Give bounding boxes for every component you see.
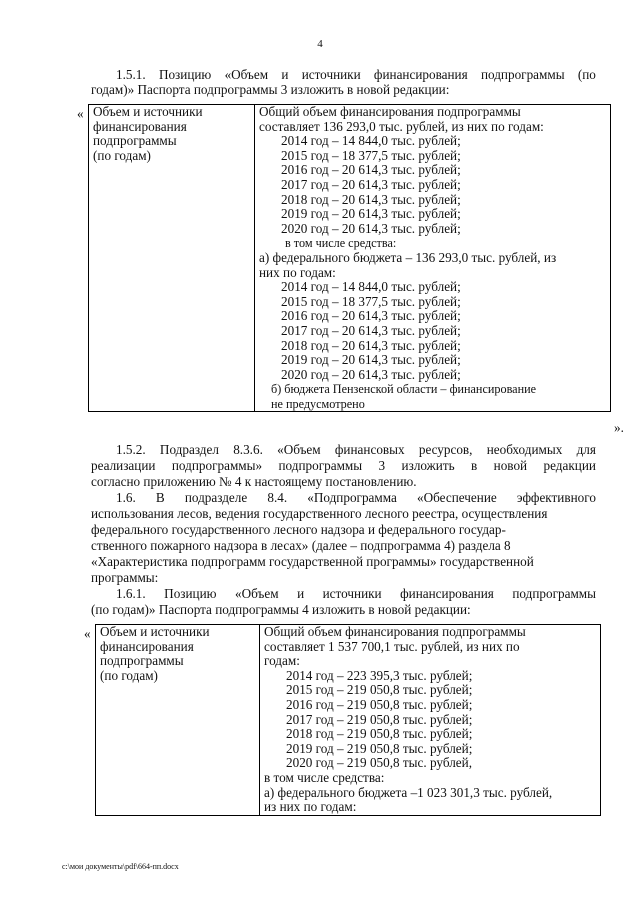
total-line-2: составляет 1 537 700,1 тыс. рублей, из них по — [264, 638, 520, 654]
federal-line-2: них по годам: — [259, 264, 336, 280]
paragraph-1-6-line-4: ственного пожарного надзора в лесах» (далее – подпрограмма 4) раздела 8 — [91, 538, 511, 553]
total-line-1: Общий объем финансирования подпрограммы — [264, 624, 526, 639]
year-line: 2018 год – 219 050,8 тыс. рублей; — [286, 726, 473, 742]
federal-year-line: 2020 год – 20 614,3 тыс. рублей; — [281, 366, 461, 382]
word: редакции — [543, 458, 596, 473]
label-line: (по годам) — [100, 667, 158, 683]
year-line: 2020 год – 20 614,3 тыс. рублей; — [281, 220, 461, 236]
total-line-2: составляет 136 293,0 тыс. рублей, из них по годам: — [259, 118, 544, 134]
year-line: 2018 год – 20 614,3 тыс. рублей; — [281, 191, 461, 207]
year-line: 2016 год – 20 614,3 тыс. рублей; — [281, 162, 461, 178]
year-line: 2015 год – 219 050,8 тыс. рублей; — [286, 682, 473, 698]
federal-year-line: 2016 год – 20 614,3 тыс. рублей; — [281, 308, 461, 324]
including-line: в том числе средства: — [264, 769, 385, 785]
federal-year-line: 2017 год – 20 614,3 тыс. рублей; — [281, 322, 461, 338]
word: 3 — [378, 458, 386, 473]
paragraph-1-6-line-1 — [116, 490, 596, 505]
federal-line-1: а) федерального бюджета –1 023 301,3 тыс. рублей, — [264, 784, 553, 800]
word: подпрограммы — [512, 586, 596, 601]
word: в — [471, 458, 478, 473]
paragraph-1-6-line-3: федерального государственного лесного надзора и федерального государ- — [91, 522, 506, 537]
paragraph-1-5-1-line-2: годам)» Паспорта подпрограммы 3 изложить в новой редакции: — [91, 82, 450, 97]
financing-table-2-value-cell — [260, 625, 601, 816]
word: ресурсов, — [418, 442, 473, 457]
word: эффективного — [516, 490, 596, 505]
regional-line-1: б) бюджета Пензенской области – финансирование — [271, 382, 537, 397]
word: подпрограммы» — [171, 458, 263, 473]
year-line: 2020 год – 219 050,8 тыс. рублей, — [286, 755, 472, 771]
word: финансовых — [334, 442, 405, 457]
financing-table-1-label-cell — [89, 105, 255, 412]
word: подпрограммы — [278, 458, 363, 473]
paragraph-1-6-1-line-1 — [116, 586, 596, 601]
word: «Подпрограмма — [307, 490, 397, 505]
label-line: подпрограммы — [93, 133, 177, 149]
page-number: 4 — [317, 38, 323, 50]
federal-year-line: 2015 год – 18 377,5 тыс. рублей; — [281, 293, 461, 309]
word: подразделе — [184, 490, 248, 505]
federal-line-2: из них по годам: — [264, 799, 357, 815]
word: «Объем — [235, 586, 279, 601]
word: «Объем — [224, 67, 269, 82]
word: изложить — [401, 458, 455, 473]
federal-year-line: 2018 год – 20 614,3 тыс. рублей; — [281, 337, 461, 353]
word: В — [155, 490, 165, 505]
financing-table-1 — [88, 104, 611, 412]
label-line: финансирования — [100, 638, 194, 654]
table-1-close-quote: ». — [614, 420, 624, 435]
total-line-1: Общий объем финансирования подпрограммы — [259, 104, 521, 119]
year-line: 2019 год – 219 050,8 тыс. рублей; — [286, 740, 473, 756]
label-line: (по годам) — [93, 147, 151, 163]
label-line: Объем и источники — [93, 104, 203, 119]
paragraph-1-6-1-line-2: (по годам)» Паспорта подпрограммы 4 изложить в новой редакции: — [91, 602, 471, 617]
table-2-open-quote: « — [84, 626, 91, 641]
paragraph-1-6-line-5: «Характеристика подпрограмм государственной программы» государственной — [91, 554, 534, 569]
word: 1.5.2. — [116, 442, 146, 457]
word: и — [281, 67, 289, 82]
word: Позицию — [158, 67, 212, 82]
financing-table-1-value-cell — [255, 105, 611, 412]
including-line: в том числе средства: — [285, 236, 397, 251]
paragraph-1-5-1-line-1 — [116, 67, 596, 82]
paragraph-1-5-2-line-3: согласно приложению № 4 к настоящему постановлению. — [91, 474, 417, 489]
year-line: 2017 год – 219 050,8 тыс. рублей; — [286, 711, 473, 727]
footer-file-path: c:\мои документы\pdf\664-пп.docx — [62, 862, 179, 871]
federal-year-line: 2014 год – 14 844,0 тыс. рублей; — [281, 279, 461, 295]
year-line: 2019 год – 20 614,3 тыс. рублей; — [281, 206, 461, 222]
paragraph-1-6-line-2: использования лесов, ведения государственного лесного реестра, осуществления — [91, 506, 548, 521]
word: «Обеспечение — [417, 490, 497, 505]
year-line: 2016 год – 219 050,8 тыс. рублей; — [286, 696, 473, 712]
total-line-3: годам: — [264, 653, 300, 669]
paragraph-1-6-line-6: программы: — [91, 570, 159, 585]
year-line: 2014 год – 223 395,3 тыс. рублей; — [286, 667, 473, 683]
paragraph-1-5-2-line-2 — [91, 458, 596, 473]
word: 1.6.1. — [116, 586, 146, 601]
word: 1.5.1. — [116, 67, 146, 82]
word: финансирования — [373, 67, 468, 82]
word: 8.4. — [267, 490, 288, 505]
word: 8.3.6. — [233, 442, 263, 457]
paragraph-1-5-2-line-1 — [116, 442, 596, 457]
word: «Объем — [277, 442, 321, 457]
word: новой — [493, 458, 528, 473]
word: необходимых — [486, 442, 563, 457]
word: и — [297, 586, 305, 601]
word: источники — [322, 586, 382, 601]
word: финансирования — [400, 586, 494, 601]
word: Позицию — [164, 586, 217, 601]
table-1-open-quote: « — [77, 106, 84, 121]
word: реализации — [91, 458, 156, 473]
word: Подраздел — [159, 442, 219, 457]
year-line: 2015 год – 18 377,5 тыс. рублей; — [281, 147, 461, 163]
label-line: подпрограммы — [100, 653, 184, 669]
word: 1.6. — [116, 490, 136, 505]
federal-line-1: а) федерального бюджета – 136 293,0 тыс. рублей, из — [259, 249, 557, 265]
label-line: Объем и источники — [100, 624, 210, 639]
financing-table-2 — [95, 624, 601, 816]
label-line: финансирования — [93, 118, 187, 134]
word: источники — [301, 67, 361, 82]
regional-line-2: не предусмотрено — [271, 396, 365, 411]
word: подпрограммы — [480, 67, 565, 82]
federal-year-line: 2019 год – 20 614,3 тыс. рублей; — [281, 352, 461, 368]
word: для — [576, 442, 596, 457]
financing-table-2-label-cell — [96, 625, 260, 816]
year-line: 2014 год – 14 844,0 тыс. рублей; — [281, 133, 461, 149]
year-line: 2017 год – 20 614,3 тыс. рублей; — [281, 176, 461, 192]
word: (по — [577, 67, 596, 82]
